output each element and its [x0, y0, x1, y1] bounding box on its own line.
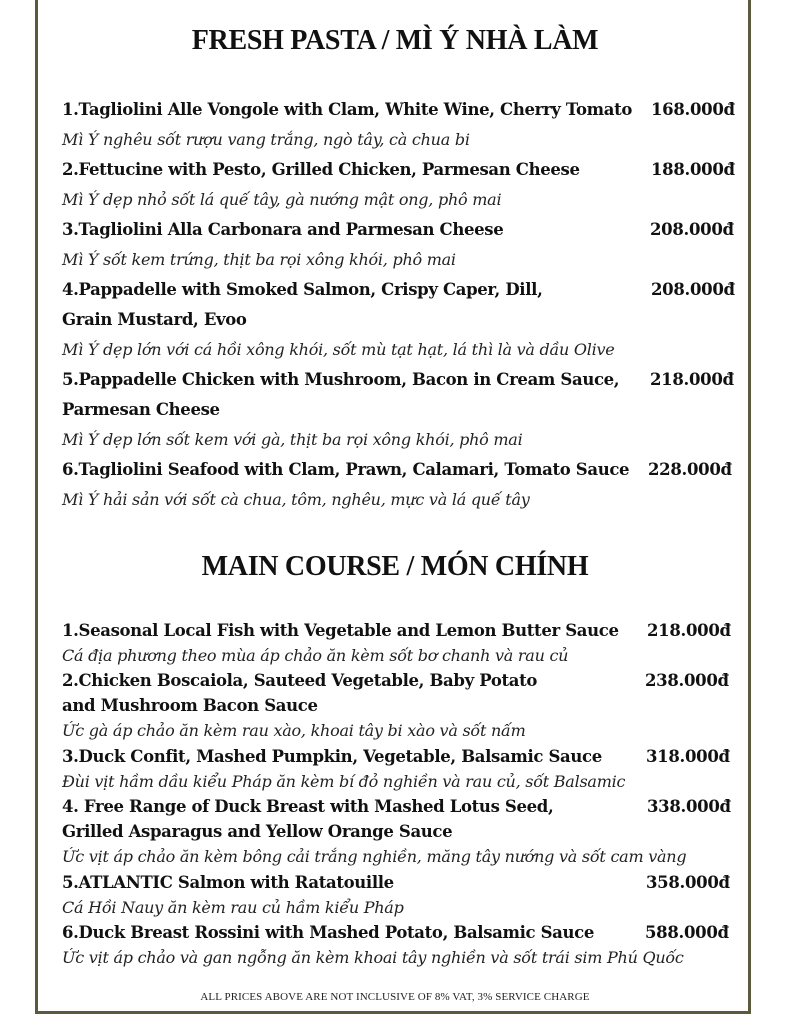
dish-price: 318.000đ — [646, 747, 730, 766]
dish-name: 2.Fettucine with Pesto, Grilled Chicken, Parmesan Cheese — [62, 160, 580, 179]
dish-price: 338.000đ — [647, 797, 731, 816]
dish-price: 238.000đ — [645, 671, 729, 690]
dish-name: 6.Tagliolini Seafood with Clam, Prawn, Calamari, Tomato Sauce — [62, 460, 630, 479]
dish-description: Đùi vịt hầm dầu kiểu Pháp ăn kèm bí đỏ nghiền và rau củ, sốt Balsamic — [62, 772, 626, 791]
dish-description: Ức vịt áp chảo ăn kèm bông cải trắng nghiền, măng tây nướng và sốt cam vàng — [62, 847, 687, 866]
dish-price: 208.000đ — [650, 220, 734, 239]
price-disclaimer: ALL PRICES ABOVE ARE NOT INCLUSIVE OF 8% VAT, 3% SERVICE CHARGE — [200, 991, 590, 1003]
dish-name-continued: and Mushroom Bacon Sauce — [62, 696, 318, 715]
dish-name: 5.ATLANTIC Salmon with Ratatouille — [62, 873, 394, 892]
dish-name-continued: Parmesan Cheese — [62, 400, 220, 419]
dish-name: 1.Tagliolini Alle Vongole with Clam, White Wine, Cherry Tomato — [62, 100, 632, 119]
dish-name: 5.Pappadelle Chicken with Mushroom, Bacon in Cream Sauce, — [62, 370, 620, 389]
dish-price: 358.000đ — [646, 873, 730, 892]
dish-description: Mì Ý dẹp lớn với cá hồi xông khói, sốt mù tạt hạt, lá thì là và dầu Olive — [62, 340, 615, 359]
pasta-heading: FRESH PASTA / MÌ Ý NHÀ LÀM — [191, 25, 599, 56]
dish-name: 6.Duck Breast Rossini with Mashed Potato, Balsamic Sauce — [62, 923, 595, 942]
dish-name: 3.Duck Confit, Mashed Pumpkin, Vegetable, Balsamic Sauce — [62, 747, 602, 766]
dish-name: 4.Pappadelle with Smoked Salmon, Crispy Caper, Dill, — [62, 280, 543, 299]
dish-name: 4. Free Range of Duck Breast with Mashed Lotus Seed, — [62, 797, 554, 816]
dish-description: Cá Hồi Nauy ăn kèm rau củ hầm kiểu Pháp — [62, 898, 404, 917]
main-course-heading: MAIN COURSE / MÓN CHÍNH — [201, 551, 589, 582]
dish-description: Mì Ý hải sản với sốt cà chua, tôm, nghêu, mực và lá quế tây — [62, 490, 530, 509]
dish-description: Cá địa phương theo mùa áp chảo ăn kèm sốt bơ chanh và rau củ — [62, 646, 569, 665]
dish-description: Mì Ý dẹp nhỏ sốt lá quế tây, gà nướng mật ong, phô mai — [62, 190, 502, 209]
dish-description: Ức gà áp chảo ăn kèm rau xào, khoai tây bi xào và sốt nấm — [62, 721, 526, 740]
dish-description: Mì Ý dẹp lớn sốt kem với gà, thịt ba rọi xông khói, phô mai — [62, 430, 523, 449]
dish-description: Mì Ý sốt kem trứng, thịt ba rọi xông khói, phô mai — [62, 250, 456, 269]
dish-name-continued: Grilled Asparagus and Yellow Orange Sauce — [62, 822, 453, 841]
dish-price: 218.000đ — [650, 370, 734, 389]
dish-price: 218.000đ — [647, 621, 731, 640]
dish-price: 228.000đ — [648, 460, 732, 479]
dish-price: 588.000đ — [645, 923, 729, 942]
dish-description: Mì Ý nghêu sốt rượu vang trắng, ngò tây, cà chua bi — [62, 130, 470, 149]
dish-price: 168.000đ — [651, 100, 735, 119]
dish-name: 1.Seasonal Local Fish with Vegetable and Lemon Butter Sauce — [62, 621, 619, 640]
dish-price: 208.000đ — [651, 280, 735, 299]
dish-name: 2.Chicken Boscaiola, Sauteed Vegetable, Baby Potato — [62, 671, 538, 690]
dish-price: 188.000đ — [651, 160, 735, 179]
dish-name: 3.Tagliolini Alla Carbonara and Parmesan Cheese — [62, 220, 504, 239]
dish-name-continued: Grain Mustard, Evoo — [62, 310, 247, 329]
dish-description: Ức vịt áp chảo và gan ngỗng ăn kèm khoai tây nghiền và sốt trái sim Phú Quốc — [62, 948, 684, 967]
